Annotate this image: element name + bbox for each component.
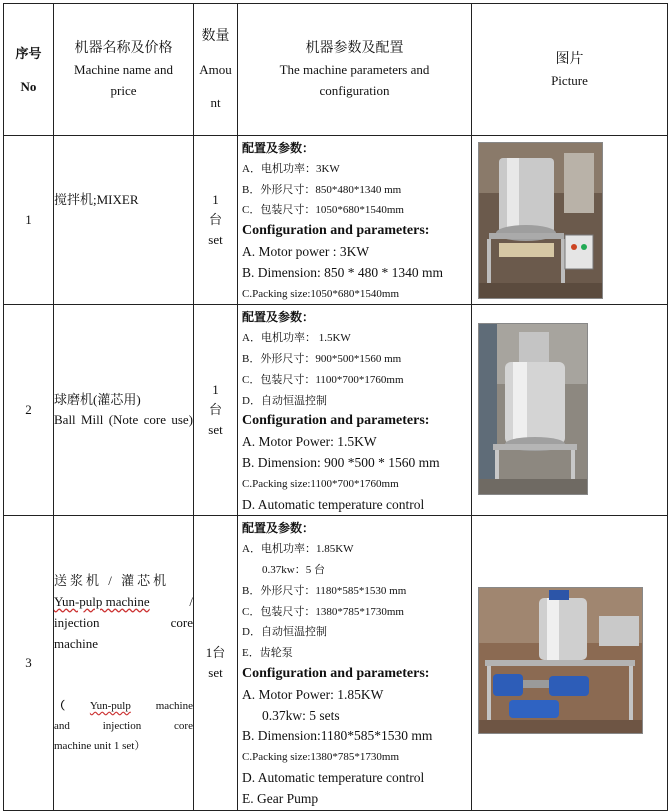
row-1-name [54,136,194,305]
table-row [4,136,668,305]
row-2-amount-num: 1 [212,382,219,398]
row-3-cn-a2: 0.37kw：5 台 [262,563,325,576]
row-1-cn-head: 配置及参数： [242,141,315,155]
row-1-picture [472,136,668,305]
row-3-note-line-1 [54,696,193,716]
header-picture-en: Picture [551,72,588,88]
row-3-name-en-3: machine [54,635,99,651]
row-1-en-c: C.Packing size:1050*680*1540mm [242,287,400,300]
row-1-cn-a: A．电机功率：3KW [242,162,340,175]
row-3-cn-e: E．齿轮泵 [242,647,293,660]
row-3-en-a2: 0.37kw: 5 sets [262,707,340,723]
header-name-cn: 机器名称及价格 [74,41,173,56]
row-3-en-d: D. Automatic temperature control [242,769,425,785]
row-3-name [54,516,194,810]
row-2-cn-d: D．自动恒温控制 [242,394,327,407]
row-1-cn-c: C．包装尺寸：1050*680*1540mm [242,204,404,217]
row-1-en-head: Configuration and parameters: [242,223,430,239]
table-header-row [4,4,668,136]
row-1-no: 1 [4,136,54,305]
table-row [4,516,668,810]
row-3-cn-b: B．外形尺寸：1180*585*1530 mm [242,584,407,597]
row-3-note-line-2 [54,716,193,736]
row-3-params [238,516,472,810]
row-3-name-en-line-2 [54,612,193,633]
row-3-amount-en: set [208,664,223,680]
row-3-note-2c: core [174,719,193,732]
row-2-name-cn: 球磨机(灌芯用) [54,392,141,408]
row-2-name-en: Ball Mill (Note core use) [54,412,193,428]
row-3-cn-a: A．电机功率：1.85KW [242,543,354,556]
row-3-name-en-2a: injection [54,614,100,630]
row-2-cn-head: 配置及参数： [242,310,315,325]
row-1-en-b: B. Dimension: 850 * 480 * 1340 mm [242,264,444,280]
row-1-amount [194,136,238,305]
row-2-picture [472,305,668,516]
row-3-en-c: C.Packing size:1380*785*1730mm [242,751,400,764]
row-3-en-head: Configuration and parameters: [242,665,430,681]
row-2-en-head: Configuration and parameters: [242,413,430,429]
row-3-note-3: machine unit 1 set） [54,739,146,752]
machine-spec-table [3,3,668,811]
row-1-en-a: A. Motor power : 3KW [242,243,370,259]
header-name [54,4,194,136]
row-3-note-2a: and [54,719,70,732]
header-picture [472,4,668,136]
row-1-amount-en: set [208,232,223,248]
header-name-en: Machine name and price [74,62,173,98]
row-1-amount-num: 1 [212,192,219,208]
row-2-en-c: C.Packing size:1100*700*1760mm [242,477,399,490]
row-2-en-b: B. Dimension: 900 *500 * 1560 mm [242,454,440,470]
row-3-name-en-1: Yun-pulp machine [54,593,150,609]
row-2-cn-a: A．电机功率： 1.5KW [242,332,351,345]
row-3-note-1a: Yun-pulp [89,699,131,712]
row-2-en-d: D. Automatic temperature control [242,496,425,512]
row-2-cn-c: C．包装尺寸：1100*700*1760mm [242,373,404,386]
row-2-amount-unit: 台 [208,402,222,418]
row-3-name-en-slash: / [189,593,193,609]
header-no-en: No [20,78,37,94]
row-2-name [54,305,194,516]
row-3-en-b: B. Dimension:1180*585*1530 mm [242,728,433,744]
table-row [4,305,668,516]
header-picture-cn: 图片 [555,51,584,67]
pulp-injection-machine-photo [478,587,643,734]
row-3-name-en-2b: core [170,614,193,630]
row-2-params [238,305,472,516]
row-3-name-en-line-1 [54,591,193,612]
row-3-cn-head: 配置及参数： [242,521,315,536]
mixer-machine-photo [478,142,603,299]
row-3-amount-num: 1台 [205,644,226,660]
row-3-note-2b: injection [102,719,142,732]
header-params-cn: 机器参数及配置 [305,41,404,56]
row-3-en-a: A. Motor Power: 1.85KW [242,686,384,702]
row-3-no: 3 [4,516,54,810]
header-params-en: The machine parameters and configuration [279,62,430,98]
row-3-en-e: E. Gear Pump [242,790,319,806]
row-2-en-a: A. Motor Power: 1.5KW [242,434,377,450]
row-2-amount-en: set [208,422,223,438]
header-no [4,4,54,136]
header-amount-en-1: Amou [199,62,232,77]
row-1-cn-b: B．外形尺寸：850*480*1340 mm [242,183,402,196]
row-3-picture [472,516,668,810]
row-3-name-cn: 送浆机 / 灌芯机 [54,572,170,588]
header-amount-cn: 数量 [201,29,230,44]
row-3-cn-c: C．包装尺寸：1380*785*1730mm [242,605,404,618]
header-params [238,4,472,136]
header-amount-en-2: nt [210,95,221,110]
row-3-note-1b: machine [155,699,193,712]
row-3-cn-d: D．自动恒温控制 [242,626,327,639]
row-2-cn-b: B．外形尺寸：900*500*1560 mm [242,352,402,365]
row-1-params [238,136,472,305]
row-2-no: 2 [4,305,54,516]
row-3-note-open: （ [54,699,65,712]
row-1-amount-unit: 台 [208,212,222,228]
row-1-name-text: 搅拌机;MIXER [54,192,139,207]
row-2-amount [194,305,238,516]
ball-mill-photo [478,323,588,495]
row-3-amount [194,516,238,810]
header-no-cn: 序号 [15,45,42,61]
header-amount [194,4,238,136]
